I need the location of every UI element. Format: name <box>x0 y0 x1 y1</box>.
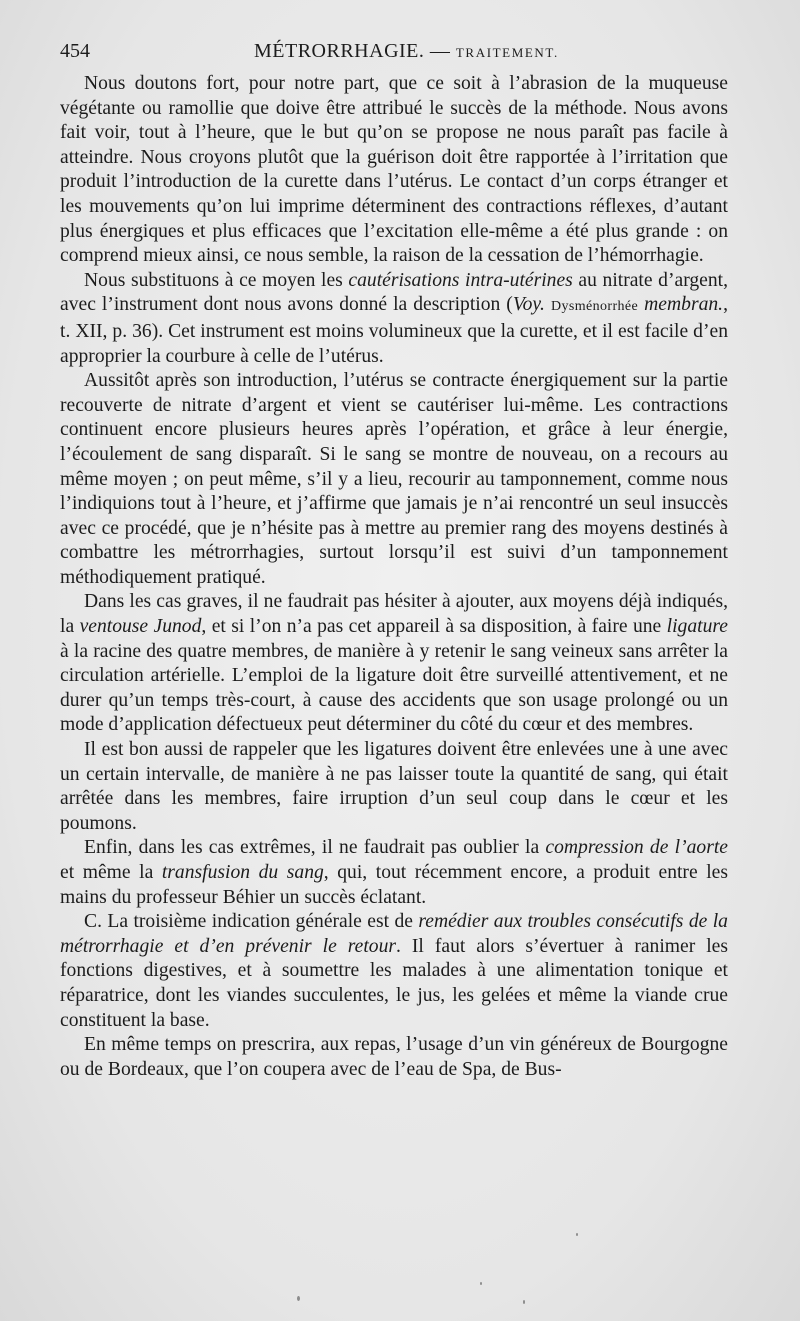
text-run: , et si l’on n’a pas cet appareil à sa disposition, à faire une <box>201 616 667 638</box>
page-header <box>60 36 740 66</box>
text-run: à la racine des quatre membres, de manière à y retenir le sang veineux sans arrêter la circulation artérielle. L’emploi de la ligature doit être surveillé attentivement, et ne durer qu’un temps très-court, à cause des accidents que son usage prolongé ou un mode d’application défectueux peut déterminer du côté du cœur et des membres. <box>60 640 728 736</box>
text-run: , t. XII, p. 36). Cet instrument est moins volumineux que la curette, et il est facile d’en approprier la courbure à celle de l’utérus. <box>60 294 728 367</box>
italic-text: compression de l’aorte <box>545 837 728 859</box>
paragraph <box>60 1033 728 1082</box>
italic-text: membran. <box>644 294 724 316</box>
text-run: , qui, tout récemment encore, a produit entre les mains du professeur Béhier un succès éclatant. <box>60 862 728 908</box>
italic-text: cautérisations intra-utérines <box>348 269 573 291</box>
text-run: Nous doutons fort, pour notre part, que ce soit à l’abrasion de la muqueuse végétante ou ramollie que doive être attribué le succès de la méthode. Nous avons fait voir, tout à l’heure, que le but qu’on se propose ne nous paraît pas facile à atteindre. Nous croyons plutôt que la guérison doit être rapportée à l’irritation que produit l’introduction de la curette dans l’utérus. Le contact d’un corps étranger et les mouvements qu’on lui imprime déterminent des contractions réflexes, d’autant plus énergiques et plus efficaces que l’excitation elle-même a été plus grande : on comprend mieux ainsi, ce nous semble, la raison de la cessation de l’hémorrhagie. <box>60 73 728 267</box>
paragraph <box>60 910 728 1033</box>
text-run: Enfin, dans les cas extrêmes, il ne faudrait pas oublier la <box>84 837 546 859</box>
text-run: Aussitôt après son introduction, l’utérus se contracte énergiquement sur la partie recouverte de nitrate d’argent et vient se cautériser lui-même. Les contractions continuent encore plusieurs heures après l’opération, et grâce à leur énergie, l’écoulement de sang disparaît. Si le sang se montre de nouveau, on a recours au même moyen ; on peut même, s’il y a lieu, recourir au tamponnement, comme nous l’indiquions tout à l’heure, et j’affirme que jamais je n’ai rencontré un seul insuccès avec ce procédé, que je n’hésite pas à mettre au premier rang des moyens destinés à combattre les métrorrhagies, surtout lorsqu’il est suivi d’un tamponnement méthodiquement pratiqué. <box>60 370 728 588</box>
italic-text: transfusion du sang <box>161 862 324 883</box>
small-caps-text: Dysménorrhée <box>550 299 639 315</box>
print-speck <box>480 1282 482 1285</box>
page-body <box>60 72 728 1082</box>
print-speck <box>297 1296 300 1301</box>
italic-text: remédier aux troubles consécutifs de la métrorrhagie et d’en prévenir le retour <box>60 911 728 957</box>
italic-text: Voy. <box>512 294 545 316</box>
text-run: C. La troisième indication générale est de <box>84 911 419 933</box>
text-run: et même la <box>60 862 162 883</box>
text-run: En même temps on prescrira, aux repas, l’usage d’un vin généreux de Bourgogne ou de Bordeaux, que l’on coupera avec de l’eau de Spa, de Bus- <box>60 1034 728 1080</box>
text-run: . Il faut alors s’évertuer à ranimer les fonctions digestives, et à soumettre les malades à une alimentation tonique et réparatrice, dont les viandes succulentes, le jus, les gelées et même la viande crue constituent la base. <box>60 935 728 1031</box>
paragraph <box>60 369 728 590</box>
paragraph <box>60 590 728 738</box>
print-speck <box>576 1233 578 1236</box>
running-head <box>254 36 559 68</box>
running-head-dash: — <box>429 40 451 62</box>
text-run: Nous substituons à ce moyen les <box>84 269 349 291</box>
italic-text: ligature <box>666 616 728 638</box>
paragraph <box>60 269 728 369</box>
italic-text: ventouse Junod <box>79 616 202 638</box>
paragraph <box>60 836 728 910</box>
running-head-title: MÉTRORRHAGIE. <box>254 40 425 62</box>
page-number: 454 <box>60 40 90 62</box>
text-run: Il est bon aussi de rappeler que les ligatures doivent être enlevées une à une avec un certain intervalle, de manière à ne pas laisser toute la quantité de sang, qui était arrêtée dans les membres, faire irruption d’un seul coup dans le cœur et les poumons. <box>60 739 728 834</box>
paragraph <box>60 738 728 836</box>
text-run: au nitrate d’argent, avec l’instrument dont nous avons donné la description ( <box>60 269 729 316</box>
print-speck <box>523 1300 525 1304</box>
text-run: Dans les cas graves, il ne faudrait pas hésiter à ajouter, aux moyens déjà indiqués, la <box>60 591 728 638</box>
running-head-section: TRAITEMENT. <box>455 45 559 60</box>
paragraph <box>60 72 728 269</box>
